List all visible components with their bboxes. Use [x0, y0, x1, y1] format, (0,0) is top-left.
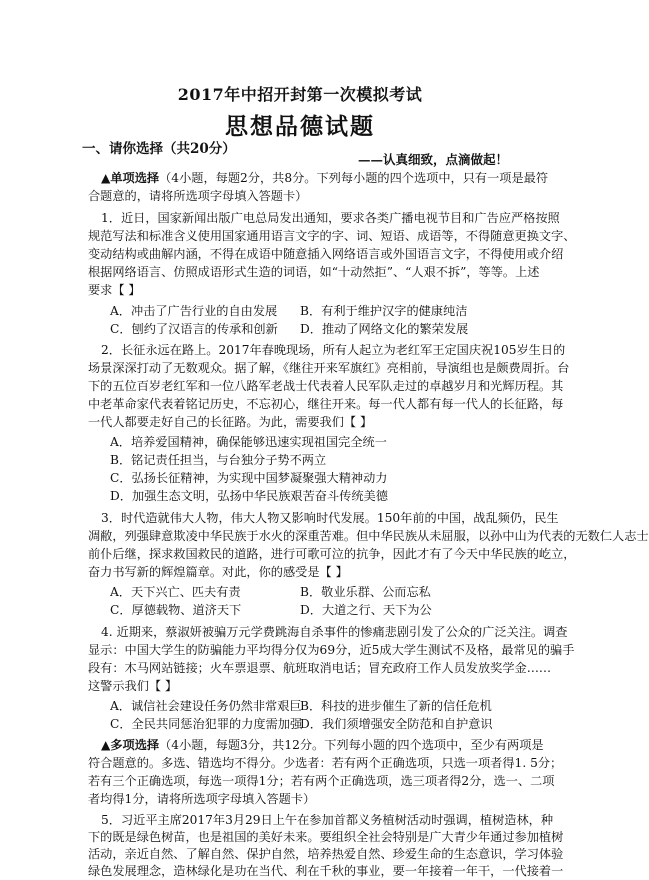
question-3-text: 3．时代造就伟大人物，伟大人物又影响时代发展。150年前的中国，战乱频仍，民生: [101, 511, 559, 525]
question-4-text: 段有：木马网站链接；火车票退票、航班取消电话；冒充政府工作人员发放奖学金……: [88, 661, 552, 675]
question-3-text: 前仆后继，探求救国救民的道路，进行可歌可泣的抗争，因此才有了今天中华民族的屹立，: [88, 547, 576, 561]
motto: ——认真细致，点滴做起！: [357, 152, 508, 167]
question-1-text: 1．近日，国家新闻出版广电总局发出通知，要求各类广播电视节目和广告应严格按照: [101, 211, 560, 225]
q1-option-c: C．刨约了汉语言的传承和创新: [110, 322, 278, 336]
question-1-text: 变动结构或曲解内涵，不得在成语中随意插入网络语言或外国语言文字，不得使用或介绍: [88, 247, 564, 261]
question-4-text: 显示：中国大学生的防骗能力平均得分仅为69分，近5成大学生测试不及格，最常见的骗手: [88, 643, 575, 657]
exam-title: 2017年中招开封第一次模拟考试: [177, 85, 423, 104]
q4-option-b: B．科技的进步催生了新的信任危机: [300, 699, 492, 713]
question-3-text: 凋敝，列强肆意欺凌中华民族于水火的深重苦难。但中华民族从未屈服，以孙中山为代表的无数仁人志士: [88, 529, 649, 543]
single-choice-lead: ▲单项选择: [101, 171, 160, 185]
q2-option-c: C．弘扬长征精神，为实现中国梦凝聚强大精神动力: [110, 471, 388, 485]
multi-choice-intro-line: 符合题意的。多选、错选均不得分。少选者：若有两个正确选项，只选一项者得1. 5分；: [88, 756, 563, 770]
question-1-text: 要求【 】: [88, 283, 141, 297]
question-5-text: 绿色发展理念，造林绿化是功在当代、利在千秋的事业，要一年接着一年干，一代接着一: [88, 864, 564, 878]
q3-option-d: D．大道之行、天下为公: [300, 603, 432, 617]
question-2-text: 中老革命家代表着铭记历史，不忘初心，继往开来。每一代人都有每一代人的长征路，每: [88, 397, 564, 411]
q4-option-c: C．全民共同惩治犯罪的力度需加强: [110, 717, 303, 731]
question-5-text: 5．习近平主席2017年3月29日上午在参加首都义务植树活动时强调，植树造林，种: [101, 813, 554, 827]
q4-option-d: D．我们须增强安全防范和自护意识: [300, 717, 493, 731]
q3-option-c: C．厚德载物、道济天下: [110, 603, 242, 617]
section-heading: 一、请你选择（共20分）: [82, 141, 236, 157]
q2-option-d: D．加强生态文明，弘扬中华民族艰苦奋斗传统美德: [110, 489, 388, 503]
q1-option-b: B．有利于维护汉字的健康纯洁: [300, 304, 468, 318]
q3-option-b: B．敬业乐群、公而忘私: [300, 585, 431, 599]
q1-option-a: A．冲击了广告行业的自由发展: [110, 304, 278, 318]
multi-choice-intro-line: 若有三个正确选项，每选一项得1分；若有两个正确选项，选三项者得2分，选一、二项: [88, 774, 555, 788]
q1-option-d: D．推动了网络文化的繁荣发展: [300, 322, 469, 336]
q4-option-a: A．诚信社会建设任务仍然非常艰巨: [110, 699, 302, 713]
question-5-text: 活动，亲近自然、了解自然、保护自然，培养热爱自然、珍爱生命的生态意识，学习体验: [88, 847, 564, 861]
q2-option-b: B．铭记责任担当，与台独分子势不两立: [110, 453, 327, 467]
question-2-text: 场景深深打动了无数观众。据了解，《继往开来军旗红》亮相前，导演组也是颇费周折。台: [88, 361, 570, 375]
single-choice-intro: ▲单项选择（4小题，每题2分，共8分。下列每小题的四个选项中，只有一项是最符: [101, 171, 549, 185]
question-2-text: 2．长征永远在路上。2017年春晚现场，所有人起立为老红军王定国庆祝105岁生日的: [101, 343, 566, 357]
question-2-text: 一代人都要走好自己的长征路。为此，需要我们【 】: [88, 415, 373, 429]
question-2-text: 下的五位百岁老红军和一位八路军老战士代表着人民军队走过的卓越岁月和光辉历程。其: [88, 379, 564, 393]
single-choice-intro-line: 合题意的，请将所选项字母填入答题卡）: [88, 189, 308, 203]
question-5-text: 下的既是绿色树苗，也是祖国的美好未来。要组织全社会特别是广大青少年通过参加植树: [88, 830, 564, 844]
multi-choice-intro: ▲多项选择（4小题，每题3分，共12分。下列每小题的四个选项中，至少有两项是: [101, 738, 544, 752]
multi-choice-lead: ▲多项选择: [101, 738, 160, 752]
question-3-text: 奋力书写新的辉煌篇章。对此，你的感受是【 】: [88, 565, 348, 579]
question-1-text: 根据网络语言、仿照成语形式生造的词语，如“十动然拒”、“人艰不拆”，等等。上述: [88, 265, 540, 279]
question-4-text: 这警示我们【 】: [88, 679, 178, 693]
q2-option-a: A．培养爱国精神，确保能够迅速实现祖国完全统一: [110, 435, 387, 449]
question-1-text: 规范写法和标准含义使用国家通用语言文字的字、词、短语、成语等，不得随意更换文字、: [88, 229, 576, 243]
multi-choice-intro-line: 者均得1分，请将所选项字母填入答题卡）: [88, 792, 316, 806]
q3-option-a: A．天下兴亡、匹夫有责: [110, 585, 241, 599]
question-4-text: 4. 近期来，蔡淑妍被骗万元学费跳海自杀事件的惨痛悲剧引发了公众的广泛关注。调查: [101, 625, 568, 639]
subject-title: 思想品德试题: [225, 113, 375, 140]
